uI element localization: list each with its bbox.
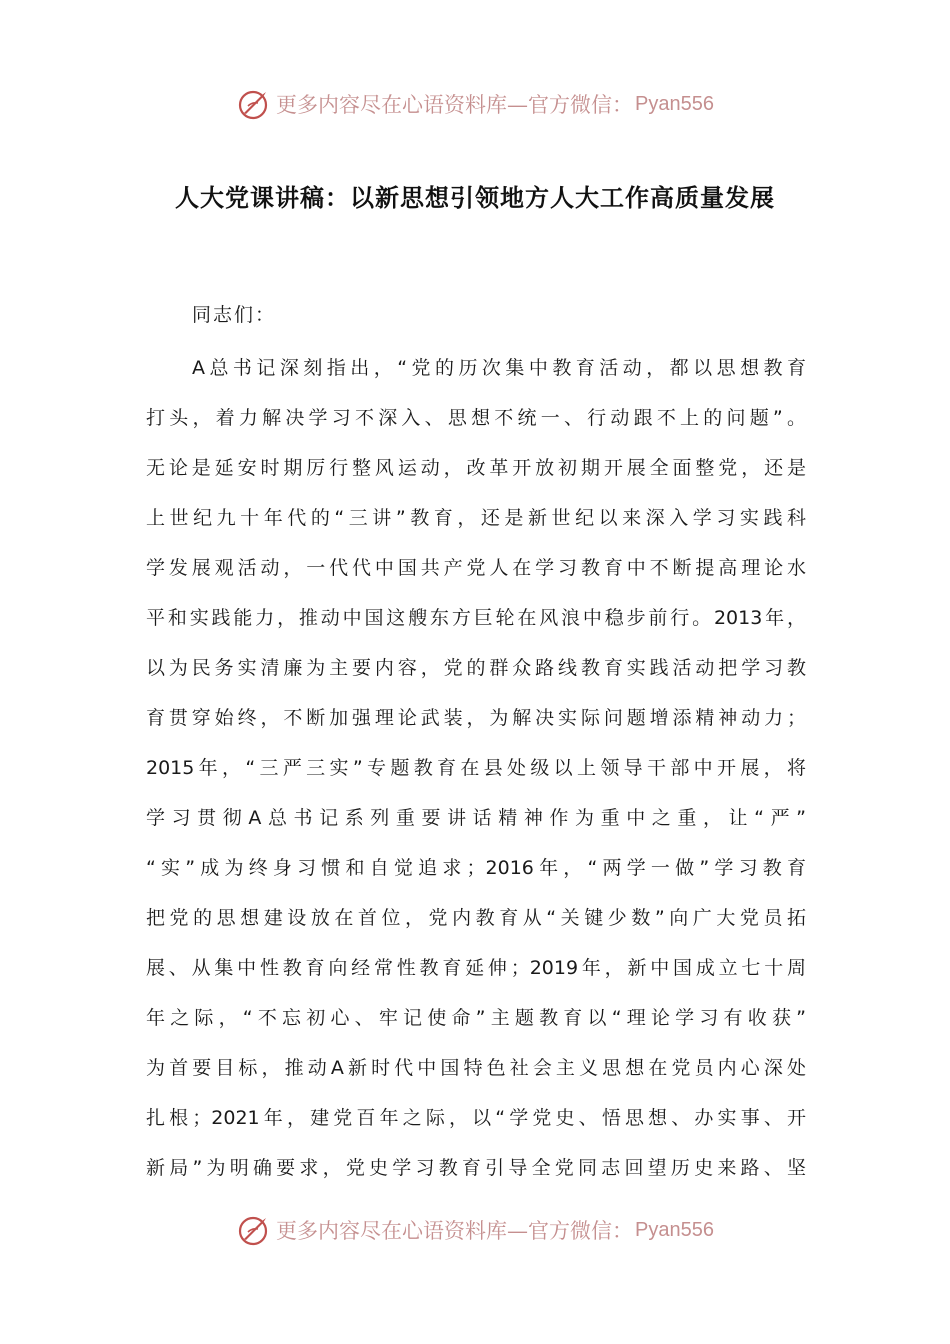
- quill-logo-icon: [236, 86, 272, 122]
- text-line: 以为民务实清廉为主要内容，党的群众路线教育实践活动把学习教: [146, 657, 806, 679]
- header-banner: [0, 84, 950, 124]
- quill-logo-icon: [236, 1212, 272, 1248]
- text-line: 打头，着力解决学习不深入、思想不统一、行动跟不上的问题”。: [146, 407, 806, 429]
- footer-banner: [0, 1210, 950, 1250]
- text-line: 上世纪九十年代的“三讲”教育，还是新世纪以来深入学习实践科: [146, 507, 806, 529]
- text-line: 学发展观活动，一代代中国共产党人在学习教育中不断提高理论水: [146, 557, 806, 579]
- text-line: 年之际，“不忘初心、牢记使命”主题教育以“理论学习有收获”: [146, 1007, 806, 1029]
- body-paragraph: [146, 343, 806, 1193]
- document-title: 人大党课讲稿：以新思想引领地方人大工作高质量发展: [175, 184, 775, 212]
- banner-wechat-id: Pyan556: [635, 92, 714, 115]
- text-line: 平和实践能力，推动中国这艘东方巨轮在风浪中稳步前行。2013年，: [146, 607, 806, 629]
- text-line: 扎根；2021年，建党百年之际，以“学党史、悟思想、办实事、开: [146, 1107, 806, 1129]
- text-line: 展、从集中性教育向经常性教育延伸；2019年，新中国成立七十周: [146, 957, 806, 979]
- text-line: 育贯穿始终，不断加强理论武装，为解决实际问题增添精神动力；: [146, 707, 806, 729]
- text-line: 新局”为明确要求，党史学习教育引导全党同志回望历史来路、坚: [146, 1157, 806, 1179]
- text-line: 学习贯彻A总书记系列重要讲话精神作为重中之重，让“严”: [146, 807, 806, 829]
- text-line: 为首要目标，推动A新时代中国特色社会主义思想在党员内心深处: [146, 1057, 806, 1079]
- text-line: 2015年，“三严三实”专题教育在县处级以上领导干部中开展，将: [146, 757, 806, 779]
- text-line: 无论是延安时期厉行整风运动，改革开放初期开展全面整党，还是: [146, 457, 806, 479]
- text-line: 把党的思想建设放在首位，党内教育从“关键少数”向广大党员拓: [146, 907, 806, 929]
- text-line: “实”成为终身习惯和自觉追求；2016年，“两学一做”学习教育: [146, 857, 806, 879]
- banner-wechat-id: Pyan556: [635, 1218, 714, 1241]
- text-line: A总书记深刻指出，“党的历次集中教育活动，都以思想教育: [192, 357, 806, 379]
- banner-text: 更多内容尽在心语资料库—官方微信：: [276, 1219, 634, 1243]
- banner-text: 更多内容尽在心语资料库—官方微信：: [276, 93, 634, 117]
- greeting: 同志们：: [192, 304, 277, 326]
